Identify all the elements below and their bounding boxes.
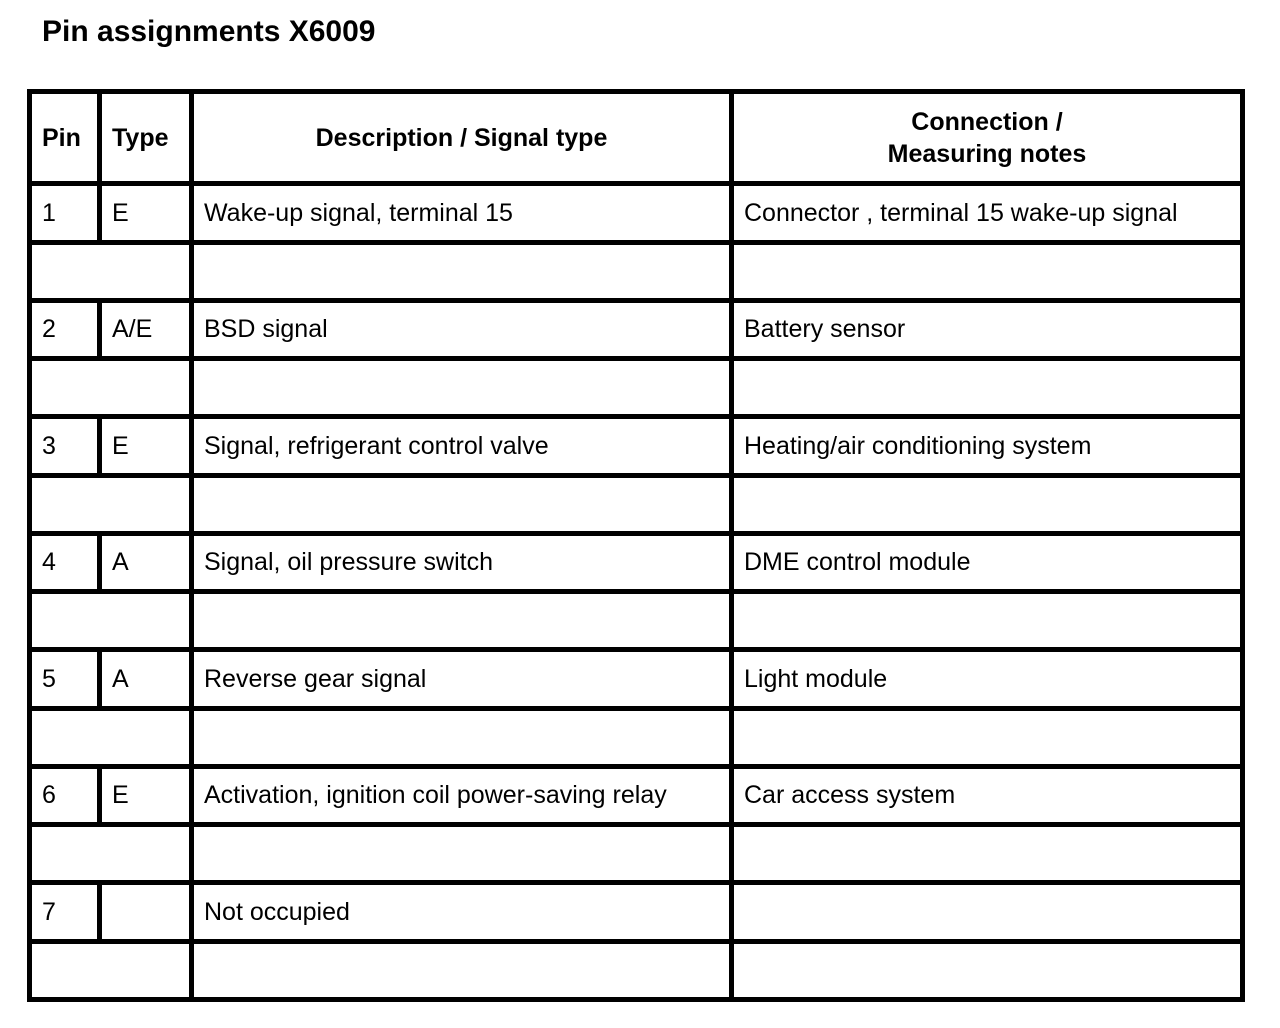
spacer-cell — [192, 242, 732, 300]
spacer-cell — [30, 242, 192, 300]
table-row — [30, 883, 1243, 941]
spacer-cell — [732, 475, 1243, 533]
cell-description: BSD signal — [192, 300, 732, 358]
cell-type: A/E — [100, 300, 192, 358]
page-title: Pin assignments X6009 — [42, 15, 376, 48]
spacer-cell — [192, 359, 732, 417]
header-description: Description / Signal type — [192, 92, 732, 184]
table-row-spacer — [30, 941, 1243, 999]
cell-pin: 1 — [30, 184, 100, 242]
table-row — [30, 533, 1243, 591]
spacer-cell — [732, 825, 1243, 883]
table-row — [30, 300, 1243, 358]
spacer-cell — [732, 941, 1243, 999]
cell-description: Not occupied — [192, 883, 732, 941]
cell-connection: Heating/air conditioning system — [732, 417, 1243, 475]
spacer-cell — [732, 708, 1243, 766]
header-pin: Pin — [30, 92, 100, 184]
pin-assignment-table — [27, 89, 1245, 1002]
spacer-cell — [30, 941, 192, 999]
cell-description: Activation, ignition coil power-saving relay — [192, 766, 732, 824]
cell-pin: 2 — [30, 300, 100, 358]
table-row-spacer — [30, 825, 1243, 883]
cell-description: Reverse gear signal — [192, 650, 732, 708]
header-connection-line2: Measuring notes — [887, 139, 1087, 168]
cell-pin: 3 — [30, 417, 100, 475]
spacer-cell — [30, 708, 192, 766]
cell-description: Signal, oil pressure switch — [192, 533, 732, 591]
spacer-cell — [732, 242, 1243, 300]
spacer-cell — [732, 359, 1243, 417]
header-type: Type — [100, 92, 192, 184]
spacer-cell — [192, 475, 732, 533]
header-connection-line1: Connection / — [911, 107, 1063, 136]
spacer-cell — [192, 825, 732, 883]
spacer-cell — [732, 592, 1243, 650]
table-row — [30, 184, 1243, 242]
cell-connection: Connector , terminal 15 wake-up signal — [732, 184, 1243, 242]
table-row-spacer — [30, 359, 1243, 417]
cell-description: Signal, refrigerant control valve — [192, 417, 732, 475]
table-row — [30, 766, 1243, 824]
cell-connection: Battery sensor — [732, 300, 1243, 358]
table-header-row — [30, 92, 1243, 184]
cell-type: E — [100, 766, 192, 824]
cell-type: A — [100, 533, 192, 591]
table-row-spacer — [30, 708, 1243, 766]
spacer-cell — [192, 941, 732, 999]
cell-connection: Light module — [732, 650, 1243, 708]
cell-pin: 7 — [30, 883, 100, 941]
table-row — [30, 417, 1243, 475]
spacer-cell — [30, 359, 192, 417]
cell-type: A — [100, 650, 192, 708]
header-connection — [732, 92, 1243, 184]
table-row — [30, 650, 1243, 708]
cell-pin: 5 — [30, 650, 100, 708]
cell-pin: 4 — [30, 533, 100, 591]
spacer-cell — [192, 708, 732, 766]
table-row-spacer — [30, 475, 1243, 533]
cell-description: Wake-up signal, terminal 15 — [192, 184, 732, 242]
spacer-cell — [30, 475, 192, 533]
cell-type: E — [100, 417, 192, 475]
cell-connection: Car access system — [732, 766, 1243, 824]
table-row-spacer — [30, 242, 1243, 300]
cell-pin: 6 — [30, 766, 100, 824]
cell-type — [100, 883, 192, 941]
table-row-spacer — [30, 592, 1243, 650]
spacer-cell — [30, 825, 192, 883]
spacer-cell — [192, 592, 732, 650]
cell-connection: DME control module — [732, 533, 1243, 591]
spacer-cell — [30, 592, 192, 650]
cell-type: E — [100, 184, 192, 242]
cell-connection — [732, 883, 1243, 941]
